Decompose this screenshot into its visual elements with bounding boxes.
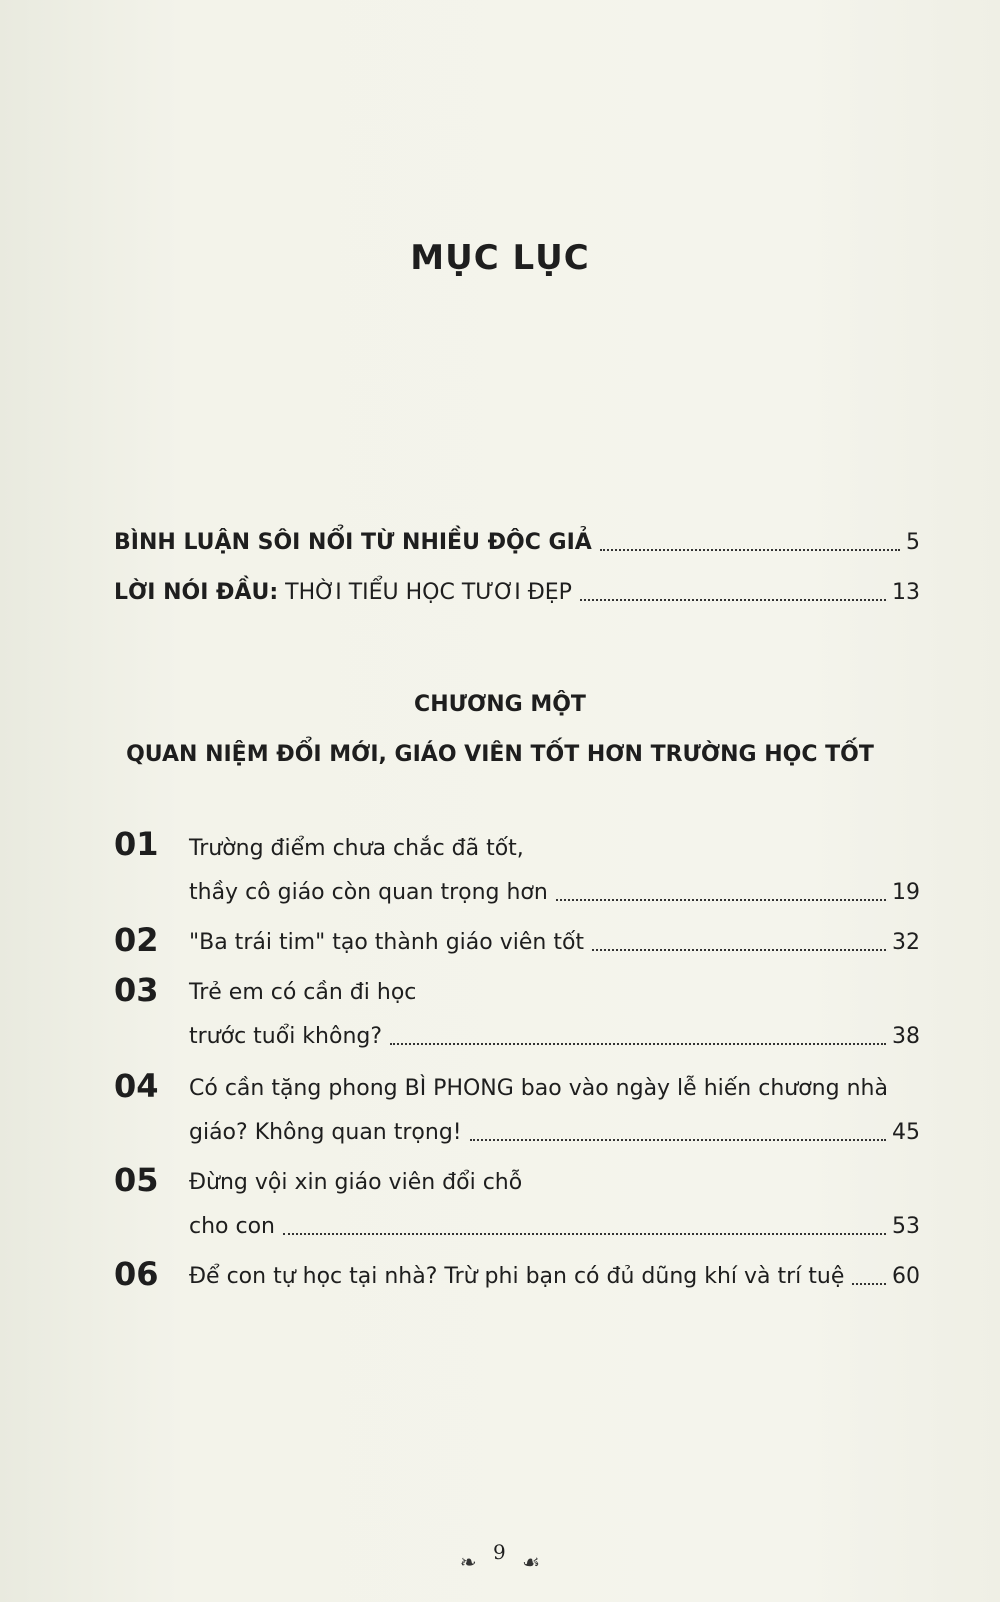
page-number: 60 (892, 1264, 920, 1289)
ornament-right-icon: ☙ (522, 1549, 541, 1574)
toc-entry-label: LỜI NÓI ĐẦU: THỜI TIỂU HỌC TƯƠI ĐẸP (114, 580, 572, 605)
dot-leader (592, 949, 886, 951)
page-number: 19 (892, 880, 920, 905)
entry-number: 06 (114, 1255, 159, 1293)
toc-front-row (114, 578, 920, 608)
footer-page-number: 9 (493, 1540, 506, 1564)
page-number: 45 (892, 1120, 920, 1145)
entry-number: 04 (114, 1067, 159, 1105)
toc-entry-label: BÌNH LUẬN SÔI NỔI TỪ NHIỀU ĐỘC GIẢ (114, 530, 592, 555)
dot-leader (556, 899, 886, 901)
dot-leader (852, 1283, 886, 1285)
dot-leader (390, 1043, 886, 1045)
entry-number: 05 (114, 1161, 159, 1199)
chapter-label: CHƯƠNG MỘT (414, 692, 586, 717)
entry-number: 01 (114, 825, 159, 863)
page-number: 38 (892, 1024, 920, 1049)
entry-title-line: giáo? Không quan trọng! 45 (189, 1118, 920, 1148)
entry-title-line: "Ba trái tim" tạo thành giáo viên tốt 32 (189, 928, 920, 958)
dot-leader (470, 1139, 886, 1141)
page-number: 32 (892, 930, 920, 955)
entry-title-line: trước tuổi không? 38 (189, 1022, 920, 1052)
entry-number: 02 (114, 921, 159, 959)
page-title: MỤC LỤC (410, 238, 590, 278)
dot-leader (580, 599, 886, 601)
chapter-title: QUAN NIỆM ĐỔI MỚI, GIÁO VIÊN TỐT HƠN TRƯỜNG HỌC TỐT (126, 742, 874, 767)
dot-leader (600, 549, 900, 551)
entry-title-line: Trường điểm chưa chắc đã tốt, (189, 836, 524, 861)
dot-leader (283, 1233, 886, 1235)
page-number: 53 (892, 1214, 920, 1239)
page-number: 13 (892, 580, 920, 605)
entry-number: 03 (114, 971, 159, 1009)
entry-title-line: Có cần tặng phong BÌ PHONG bao vào ngày lễ hiến chương nhà (189, 1076, 888, 1101)
entry-title-line: Để con tự học tại nhà? Trừ phi bạn có đủ dũng khí và trí tuệ 60 (189, 1262, 920, 1292)
entry-title-line: Đừng vội xin giáo viên đổi chỗ (189, 1170, 523, 1195)
page-footer (0, 1540, 1000, 1574)
ornament-left-icon: ❧ (459, 1549, 477, 1574)
page-number: 5 (906, 530, 920, 555)
entry-title-line: thầy cô giáo còn quan trọng hơn 19 (189, 878, 920, 908)
entry-title-line: Trẻ em có cần đi học (189, 980, 417, 1005)
toc-front-row (114, 528, 920, 558)
entry-title-line: cho con 53 (189, 1212, 920, 1242)
